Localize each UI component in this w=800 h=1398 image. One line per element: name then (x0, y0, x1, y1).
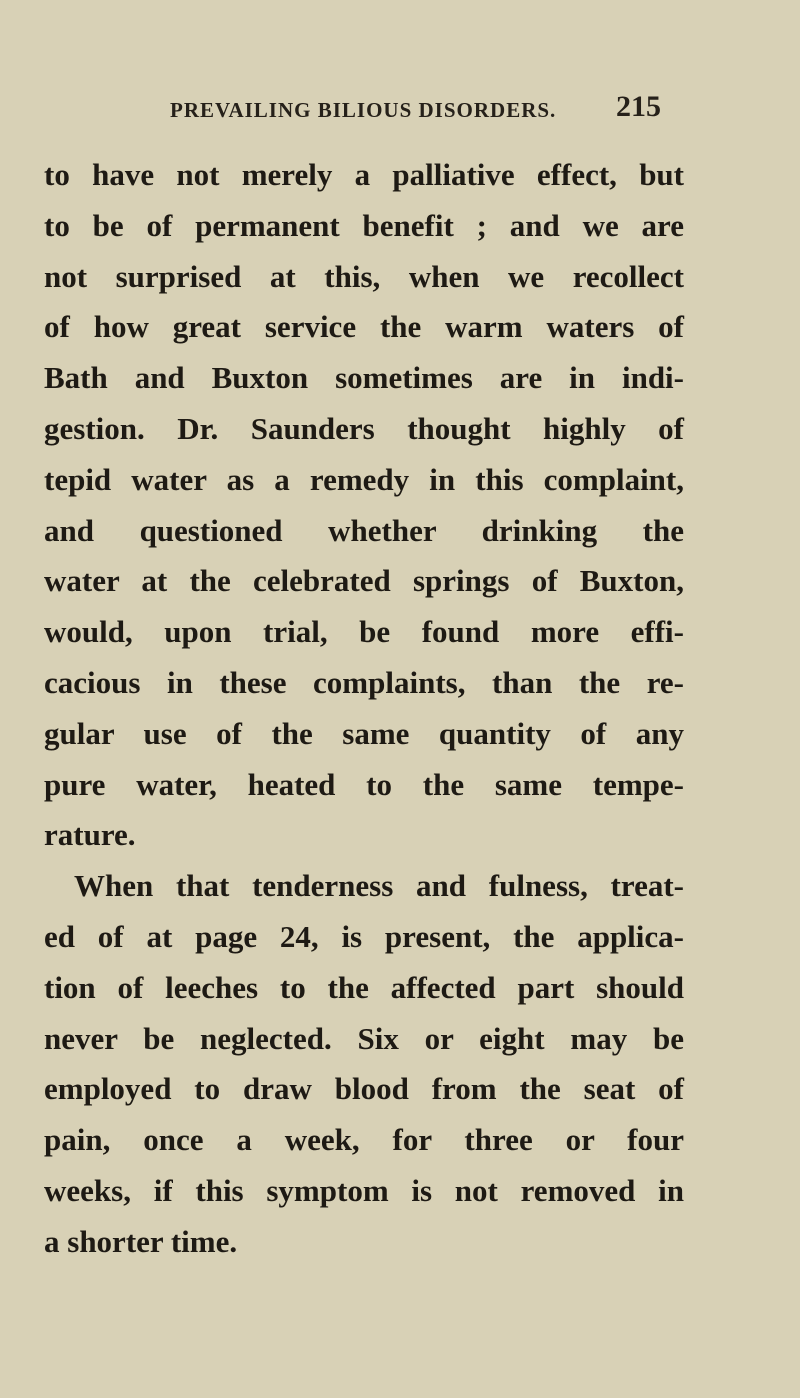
text-line: tion of leeches to the affected part should (44, 969, 684, 1005)
text-line: pure water, heated to the same tempe- (44, 766, 684, 802)
text-line: never be neglected. Six or eight may be (44, 1020, 684, 1056)
text-line: tepid water as a remedy in this complaint, (44, 461, 684, 497)
text-line: pain, once a week, for three or four (44, 1122, 684, 1158)
running-title: PREVAILING BILIOUS DISORDERS. (170, 98, 557, 122)
text-line: cacious in these complaints, than the re- (44, 664, 684, 700)
text-line: to have not merely a palliative effect, but (44, 157, 684, 192)
text-line: employed to draw blood from the seat of (44, 1071, 684, 1107)
text-line: gestion. Dr. Saunders thought highly of (44, 410, 684, 446)
text-line: to be of permanent benefit ; and we are (44, 207, 684, 243)
text-line: a shorter time. (44, 1223, 238, 1259)
text-line: of how great service the warm waters of (44, 309, 684, 345)
text-line: Bath and Buxton sometimes are in indi- (44, 360, 684, 396)
page-number: 215 (616, 90, 661, 123)
text-line: rature. (44, 817, 136, 853)
text-line: would, upon trial, be found more effi- (44, 614, 684, 650)
text-line: not surprised at this, when we recollect (44, 258, 684, 294)
text-line: gular use of the same quantity of any (44, 715, 684, 751)
text-line: water at the celebrated springs of Buxton, (44, 563, 684, 599)
paragraph-start-line: When that tenderness and fulness, treat- (74, 868, 684, 904)
text-line: and questioned whether drinking the (44, 512, 684, 548)
body-text (44, 150, 684, 1268)
text-line: weeks, if this symptom is not removed in (44, 1172, 684, 1208)
text-line: ed of at page 24, is present, the applica- (44, 918, 684, 954)
